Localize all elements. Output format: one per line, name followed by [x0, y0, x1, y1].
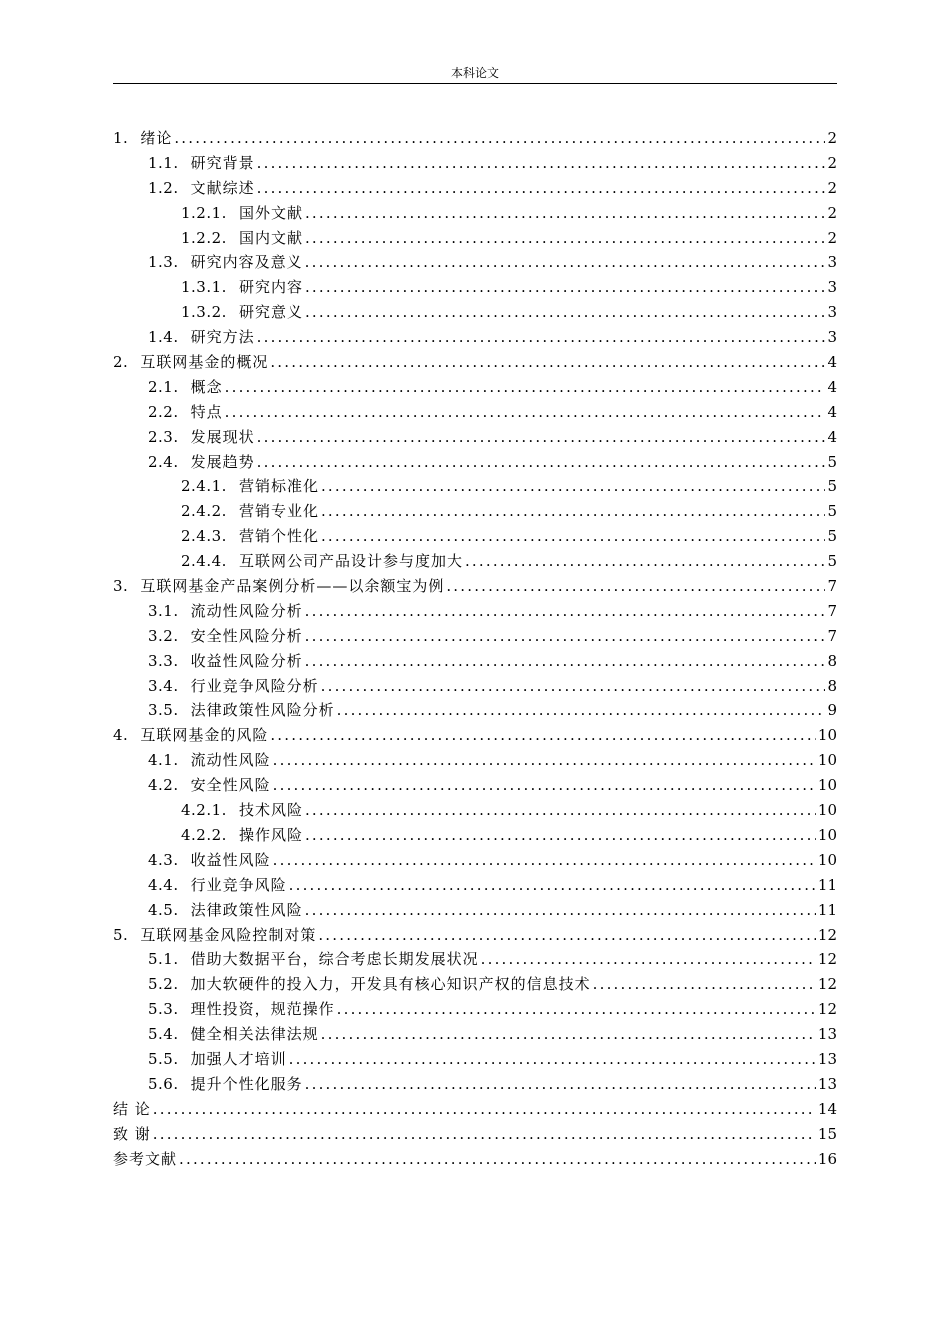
- toc-dot-leader: [270, 350, 825, 375]
- toc-entry-title: 收益性风险分析: [190, 651, 303, 670]
- toc-entry-title: 致 谢: [113, 1124, 151, 1143]
- toc-entry[interactable]: [113, 350, 837, 375]
- toc-entry-number: 5.3.: [148, 1000, 179, 1019]
- toc-dot-leader: [337, 997, 816, 1022]
- toc-entry-page-number: 10: [817, 751, 837, 770]
- toc-entry-number: 1.3.1.: [181, 278, 227, 297]
- toc-entry-title: 技术风险: [238, 801, 303, 820]
- toc-dot-leader: [593, 972, 816, 997]
- page-header-title: 本科论文: [450, 66, 499, 80]
- toc-entry-number: 1.4.: [148, 328, 179, 347]
- toc-entry-number: 5.1.: [148, 950, 179, 969]
- toc-dot-leader: [305, 823, 816, 848]
- toc-entry-number: 3.1.: [148, 601, 179, 620]
- toc-entry[interactable]: [113, 400, 837, 425]
- toc-entry-number: 2.1.: [148, 377, 179, 396]
- toc-entry[interactable]: [113, 250, 837, 275]
- toc-entry-number: 3.3.: [148, 651, 179, 670]
- toc-dot-leader: [305, 226, 826, 251]
- toc-entry-number: 2.: [113, 353, 129, 372]
- toc-entry[interactable]: [113, 723, 837, 748]
- toc-entry-title: 研究背景: [190, 153, 255, 172]
- toc-entry-page-number: 5: [827, 452, 837, 471]
- toc-entry-title: 法律政策性风险: [190, 900, 303, 919]
- toc-entry-number: 5.: [113, 925, 129, 944]
- toc-entry-page-number: 2: [827, 129, 837, 147]
- toc-entry-title: 研究意义: [238, 303, 303, 322]
- toc-entry-title: 概念: [190, 377, 223, 396]
- toc-entry-number: 2.4.2.: [181, 502, 227, 521]
- toc-entry-title: 互联网基金的概况: [140, 353, 269, 372]
- toc-entry[interactable]: [113, 474, 837, 499]
- toc-dot-leader: [337, 698, 826, 723]
- toc-entry-page-number: 3: [827, 253, 837, 272]
- toc-entry[interactable]: [113, 1047, 837, 1072]
- toc-entry[interactable]: [113, 275, 837, 300]
- toc-entry-number: 5.6.: [148, 1074, 179, 1093]
- toc-dot-leader: [153, 1122, 816, 1147]
- toc-dot-leader: [305, 300, 826, 325]
- toc-dot-leader: [257, 425, 826, 450]
- toc-entry-title: 法律政策性风险分析: [190, 701, 335, 720]
- toc-entry[interactable]: [113, 1147, 837, 1172]
- toc-entry-number: 2.3.: [148, 427, 179, 446]
- toc-entry[interactable]: [113, 574, 837, 599]
- toc-entry-page-number: 9: [827, 701, 837, 720]
- toc-dot-leader: [225, 375, 826, 400]
- toc-entry-title: 加强人才培训: [190, 1049, 287, 1068]
- toc-entry-page-number: 10: [817, 801, 837, 820]
- toc-entry[interactable]: [113, 201, 837, 226]
- toc-entry-title: 文献综述: [190, 178, 255, 197]
- toc-entry-number: 4.3.: [148, 850, 179, 869]
- toc-entry-number: 1.2.2.: [181, 228, 227, 247]
- toc-entry-number: 4.2.: [148, 776, 179, 795]
- toc-entry-title: 互联网基金的风险: [140, 726, 269, 745]
- table-of-contents: [113, 126, 837, 1171]
- toc-entry-page-number: 13: [817, 1074, 837, 1093]
- toc-dot-leader: [305, 1072, 816, 1097]
- toc-entry-page-number: 2: [827, 203, 837, 222]
- toc-entry[interactable]: [113, 599, 837, 624]
- toc-entry-page-number: 10: [817, 850, 837, 869]
- toc-entry-title: 行业竞争风险: [190, 875, 287, 894]
- toc-entry-page-number: 8: [827, 651, 837, 670]
- toc-entry-page-number: 4: [827, 427, 837, 446]
- toc-entry-number: 5.4.: [148, 1025, 179, 1044]
- toc-dot-leader: [321, 499, 826, 524]
- toc-entry-number: 2.4.4.: [181, 552, 227, 571]
- toc-entry-title: 研究方法: [190, 328, 255, 347]
- toc-entry-number: 5.5.: [148, 1049, 179, 1068]
- toc-dot-leader: [318, 923, 816, 948]
- toc-entry-page-number: 5: [827, 552, 837, 571]
- toc-entry-number: 1.1.: [148, 153, 179, 172]
- toc-entry-number: 1.3.2.: [181, 303, 227, 322]
- toc-entry-number: 1.2.1.: [181, 203, 227, 222]
- toc-entry-page-number: 4: [827, 353, 837, 372]
- toc-entry-number: 2.4.3.: [181, 527, 227, 546]
- toc-entry-title: 互联网基金风险控制对策: [140, 925, 317, 944]
- toc-entry-number: 4.5.: [148, 900, 179, 919]
- toc-entry-number: 1.: [113, 129, 129, 147]
- toc-dot-leader: [465, 549, 826, 574]
- toc-dot-leader: [305, 275, 826, 300]
- toc-entry[interactable]: [113, 873, 837, 898]
- toc-entry-page-number: 4: [827, 377, 837, 396]
- toc-dot-leader: [174, 126, 825, 151]
- toc-dot-leader: [257, 151, 826, 176]
- toc-entry[interactable]: [113, 997, 837, 1022]
- toc-entry[interactable]: [113, 176, 837, 201]
- header-divider: [113, 83, 837, 84]
- toc-entry-page-number: 7: [827, 601, 837, 620]
- toc-entry-title: 收益性风险: [190, 850, 271, 869]
- toc-entry-number: 3.5.: [148, 701, 179, 720]
- toc-dot-leader: [305, 599, 826, 624]
- toc-dot-leader: [305, 250, 826, 275]
- toc-entry-page-number: 13: [817, 1025, 837, 1044]
- toc-entry[interactable]: [113, 1097, 837, 1122]
- toc-entry-page-number: 10: [817, 825, 837, 844]
- toc-entry[interactable]: [113, 798, 837, 823]
- toc-entry-number: 4.2.2.: [181, 825, 227, 844]
- toc-dot-leader: [305, 798, 816, 823]
- toc-entry-number: 2.4.: [148, 452, 179, 471]
- toc-entry-page-number: 5: [827, 527, 837, 546]
- toc-dot-leader: [179, 1147, 816, 1172]
- toc-entry-title: 特点: [190, 402, 223, 421]
- toc-entry[interactable]: [113, 848, 837, 873]
- toc-entry[interactable]: [113, 375, 837, 400]
- toc-entry-number: 3.: [113, 577, 129, 596]
- toc-entry-number: 4.4.: [148, 875, 179, 894]
- toc-entry-title: 营销专业化: [238, 502, 319, 521]
- toc-entry-title: 研究内容: [238, 278, 303, 297]
- toc-dot-leader: [257, 176, 826, 201]
- toc-entry-page-number: 11: [817, 900, 837, 919]
- toc-entry-title: 研究内容及意义: [190, 253, 303, 272]
- toc-dot-leader: [273, 848, 816, 873]
- toc-entry-page-number: 15: [817, 1124, 837, 1143]
- toc-entry-page-number: 3: [827, 328, 837, 347]
- toc-entry-page-number: 16: [817, 1149, 837, 1168]
- toc-entry[interactable]: [113, 425, 837, 450]
- toc-entry-title: 国内文献: [238, 228, 303, 247]
- toc-dot-leader: [273, 773, 816, 798]
- toc-entry-title: 行业竞争风险分析: [190, 676, 319, 695]
- toc-dot-leader: [153, 1097, 816, 1122]
- toc-entry-number: 5.2.: [148, 975, 179, 994]
- toc-entry-page-number: 14: [817, 1099, 837, 1118]
- toc-entry[interactable]: [113, 947, 837, 972]
- toc-entry-title: 流动性风险分析: [190, 601, 303, 620]
- toc-entry-page-number: 12: [817, 975, 837, 994]
- toc-entry[interactable]: [113, 898, 837, 923]
- toc-dot-leader: [321, 474, 826, 499]
- toc-entry[interactable]: [113, 972, 837, 997]
- toc-entry-title: 营销个性化: [238, 527, 319, 546]
- toc-dot-leader: [305, 898, 816, 923]
- toc-entry-page-number: 10: [817, 726, 837, 745]
- toc-dot-leader: [321, 674, 826, 699]
- toc-entry[interactable]: [113, 151, 837, 176]
- toc-entry-page-number: 3: [827, 303, 837, 322]
- toc-entry-title: 发展趋势: [190, 452, 255, 471]
- toc-entry[interactable]: [113, 923, 837, 948]
- toc-entry-page-number: 3: [827, 278, 837, 297]
- toc-dot-leader: [257, 325, 826, 350]
- toc-dot-leader: [225, 400, 826, 425]
- toc-entry[interactable]: [113, 300, 837, 325]
- toc-entry-title: 参考文献: [113, 1149, 178, 1168]
- toc-entry-page-number: 7: [827, 626, 837, 645]
- toc-entry[interactable]: [113, 126, 837, 151]
- toc-entry-title: 互联网基金产品案例分析——以余额宝为例: [140, 577, 445, 596]
- toc-entry[interactable]: [113, 549, 837, 574]
- toc-entry-page-number: 5: [827, 502, 837, 521]
- toc-entry-page-number: 2: [827, 178, 837, 197]
- toc-entry-title: 借助大数据平台，综合考虑长期发展状况: [190, 950, 479, 969]
- toc-entry-page-number: 2: [827, 153, 837, 172]
- toc-entry[interactable]: [113, 773, 837, 798]
- toc-entry[interactable]: [113, 325, 837, 350]
- toc-entry-number: 2.2.: [148, 402, 179, 421]
- toc-entry-title: 安全性风险分析: [190, 626, 303, 645]
- toc-entry-page-number: 12: [817, 950, 837, 969]
- toc-entry-page-number: 7: [827, 577, 837, 596]
- toc-entry[interactable]: [113, 624, 837, 649]
- toc-dot-leader: [273, 748, 816, 773]
- toc-entry[interactable]: [113, 1022, 837, 1047]
- toc-entry[interactable]: [113, 524, 837, 549]
- toc-entry-title: 互联网公司产品设计参与度加大: [238, 552, 463, 571]
- toc-entry-title: 发展现状: [190, 427, 255, 446]
- toc-entry-title: 安全性风险: [190, 776, 271, 795]
- toc-entry-title: 操作风险: [238, 825, 303, 844]
- toc-entry-title: 结 论: [113, 1099, 151, 1118]
- toc-entry-page-number: 13: [817, 1049, 837, 1068]
- toc-entry[interactable]: [113, 748, 837, 773]
- toc-dot-leader: [446, 574, 825, 599]
- toc-dot-leader: [270, 723, 816, 748]
- toc-entry[interactable]: [113, 1122, 837, 1147]
- toc-entry[interactable]: [113, 499, 837, 524]
- toc-entry[interactable]: [113, 674, 837, 699]
- toc-entry-title: 国外文献: [238, 203, 303, 222]
- toc-entry-title: 营销标准化: [238, 477, 319, 496]
- toc-entry-page-number: 10: [817, 776, 837, 795]
- toc-entry-number: 4.: [113, 726, 129, 745]
- toc-entry[interactable]: [113, 698, 837, 723]
- toc-entry-number: 1.2.: [148, 178, 179, 197]
- toc-entry[interactable]: [113, 649, 837, 674]
- toc-entry[interactable]: [113, 450, 837, 475]
- toc-entry-title: 流动性风险: [190, 751, 271, 770]
- toc-entry-page-number: 4: [827, 402, 837, 421]
- toc-dot-leader: [257, 450, 826, 475]
- toc-entry[interactable]: [113, 226, 837, 251]
- toc-dot-leader: [289, 873, 816, 898]
- toc-entry-title: 提升个性化服务: [190, 1074, 303, 1093]
- toc-entry[interactable]: [113, 823, 837, 848]
- toc-entry-number: 2.4.1.: [181, 477, 227, 496]
- toc-entry-number: 1.3.: [148, 253, 179, 272]
- toc-entry-page-number: 5: [827, 477, 837, 496]
- toc-entry-title: 理性投资，规范操作: [190, 1000, 335, 1019]
- toc-dot-leader: [305, 201, 826, 226]
- toc-entry-page-number: 12: [817, 1000, 837, 1019]
- toc-entry-title: 绪论: [140, 129, 173, 147]
- toc-entry-number: 4.1.: [148, 751, 179, 770]
- toc-entry-number: 4.2.1.: [181, 801, 227, 820]
- toc-entry-page-number: 11: [817, 875, 837, 894]
- toc-entry-page-number: 2: [827, 228, 837, 247]
- toc-dot-leader: [321, 524, 826, 549]
- toc-entry[interactable]: [113, 1072, 837, 1097]
- toc-entry-title: 加大软硬件的投入力，开发具有核心知识产权的信息技术: [190, 975, 591, 994]
- toc-entry-page-number: 8: [827, 676, 837, 695]
- toc-entry-number: 3.4.: [148, 676, 179, 695]
- toc-dot-leader: [305, 649, 826, 674]
- toc-dot-leader: [289, 1047, 816, 1072]
- toc-entry-page-number: 12: [817, 925, 837, 944]
- toc-entry-number: 3.2.: [148, 626, 179, 645]
- toc-dot-leader: [305, 624, 826, 649]
- toc-entry-title: 健全相关法律法规: [190, 1025, 319, 1044]
- toc-dot-leader: [321, 1022, 816, 1047]
- toc-dot-leader: [481, 947, 816, 972]
